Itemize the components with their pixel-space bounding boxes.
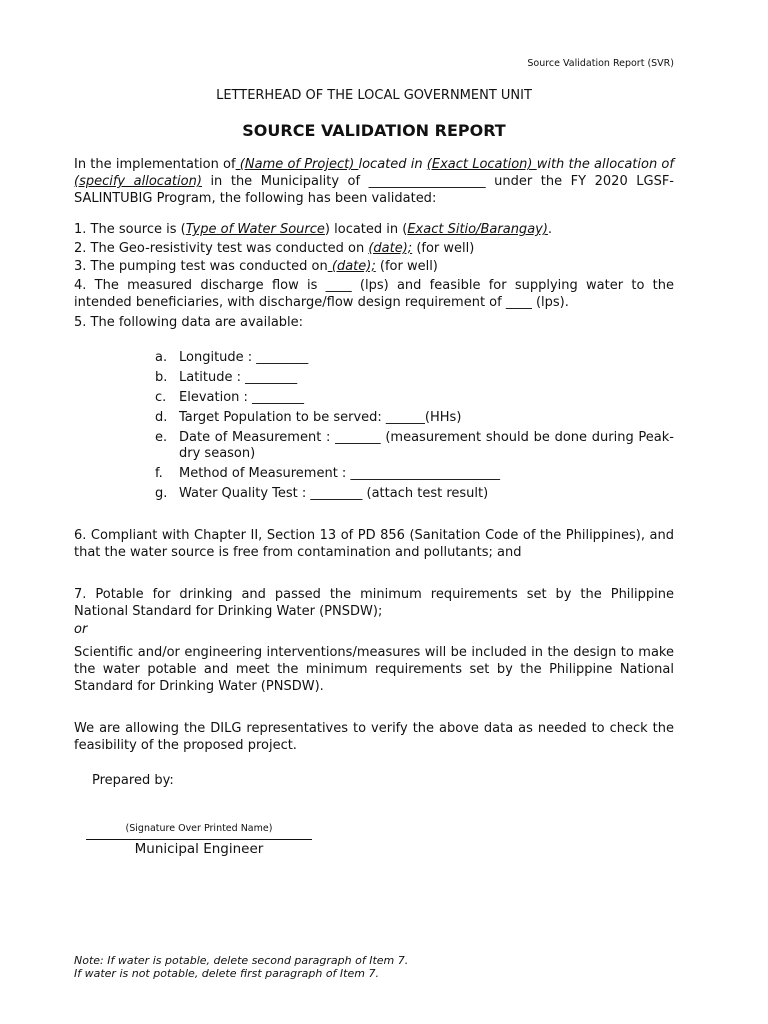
report-tag: Source Validation Report (SVR)	[527, 58, 674, 69]
geo-test-date-placeholder: (date);	[368, 241, 413, 256]
item-7: 7. Potable for drinking and passed the minimum requirements set by the Philippine National Standard for Drinking Water (PNSDW);	[74, 587, 674, 619]
list-item: e. Date of Measurement : _______ (measurement should be done during Peak-dry season)	[155, 430, 674, 461]
prepared-by-label: Prepared by:	[92, 773, 174, 788]
list-item: d. Target Population to be served: ______(HHs)	[155, 410, 462, 425]
exact-location-placeholder: (Exact Location)	[426, 157, 537, 172]
pumping-test-date-placeholder: (date);	[327, 259, 376, 274]
document-page	[74, 0, 674, 1024]
list-item: b. Latitude : ________	[155, 370, 298, 385]
footer-note: Note: If water is potable, delete second paragraph of Item 7. If water is not potable, delete first paragraph of Item 7.	[74, 954, 409, 980]
alternative-paragraph: Scientific and/or engineering interventions/measures will be included in the design to make the water potable and meet the minimum requirements set by the Philippine National Standard for Drinking Water (PNSDW).	[74, 645, 674, 694]
item-5: 5. The following data are available:	[74, 315, 304, 330]
item-1: 1. The source is (Type of Water Source) located in (Exact Sitio/Barangay).	[74, 222, 553, 237]
list-item: g. Water Quality Test : ________ (attach test result)	[155, 486, 489, 501]
sitio-barangay-placeholder: Exact Sitio/Barangay)	[407, 222, 548, 237]
item-3: 3. The pumping test was conducted on (date); (for well)	[74, 259, 438, 274]
name-of-project-placeholder: (Name of Project)	[235, 157, 359, 172]
signatory-role: Municipal Engineer	[134, 841, 264, 857]
data-list	[155, 350, 674, 502]
item-4: 4. The measured discharge flow is ____ (lps) and feasible for supplying water to the intended beneficiaries, with discharge/flow design requirement of ____ (lps).	[74, 278, 674, 310]
item-6: 6. Compliant with Chapter II, Section 13 of PD 856 (Sanitation Code of the Philippines), and that the water source is free from contamination and pollutants; and	[74, 528, 674, 560]
page-title: SOURCE VALIDATION REPORT	[242, 121, 506, 140]
list-item: f. Method of Measurement : _______________________	[155, 466, 500, 481]
or-separator: or	[74, 622, 88, 637]
item-2: 2. The Geo-resistivity test was conducted on (date); (for well)	[74, 241, 475, 256]
list-item: a. Longitude : ________	[155, 350, 309, 365]
list-item: c. Elevation : ________	[155, 390, 305, 405]
signature-caption: (Signature Over Printed Name)	[125, 823, 273, 834]
specify-allocation-placeholder: (specify allocation)	[74, 174, 202, 189]
signature-line	[86, 839, 312, 840]
verification-paragraph: We are allowing the DILG representatives to verify the above data as needed to check the feasibility of the proposed project.	[74, 721, 674, 753]
water-source-placeholder: Type of Water Source	[185, 222, 325, 237]
letterhead: LETTERHEAD OF THE LOCAL GOVERNMENT UNIT	[216, 88, 532, 103]
intro-paragraph: In the implementation of (Name of Project) located in (Exact Location) with the allocation of (specify allocation) in the Municipality of __________________ under the FY 2020 LGSF-SALINTUBIG Program, the following has been validated:	[74, 157, 674, 206]
